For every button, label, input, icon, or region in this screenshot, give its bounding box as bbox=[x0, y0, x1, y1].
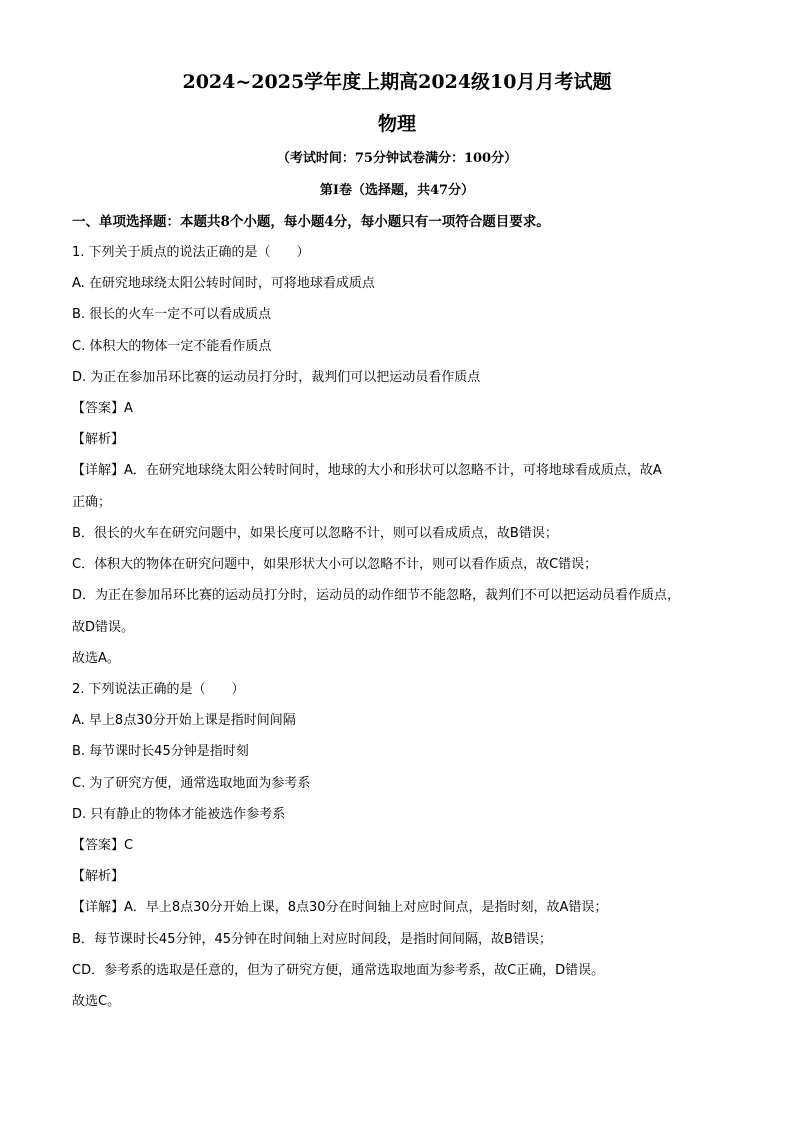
question-1-conclusion: 故选A。 bbox=[72, 651, 120, 666]
question-1-answer: 【答案】A bbox=[72, 401, 133, 416]
question-2-option-d: D. 只有静止的物体才能被选作参考系 bbox=[72, 807, 286, 822]
question-2-stem: 2. 下列说法正确的是（ ） bbox=[72, 682, 245, 697]
question-2-answer: 【答案】C bbox=[72, 838, 134, 853]
question-1-option-d: D. 为正在参加吊环比赛的运动员打分时，裁判们可以把运动员看作质点 bbox=[72, 370, 481, 385]
question-2-detail-line: 【详解】A．早上8点30分开始上课，8点30分在时间轴上对应时间点，是指时刻，故A错误； bbox=[72, 900, 608, 915]
question-2-option-a: A. 早上8点30分开始上课是指时间间隔 bbox=[72, 713, 296, 728]
question-1-detail-line: 【详解】A．在研究地球绕太阳公转时间时，地球的大小和形状可以忽略不计，可将地球看成质点，故A bbox=[72, 463, 662, 478]
question-1-detail-line: B．很长的火车在研究问题中，如果长度可以忽略不计，则可以看成质点，故B错误； bbox=[72, 526, 558, 541]
question-1-detail-line: 正确； bbox=[72, 495, 112, 510]
question-1-detail-line: 故D错误。 bbox=[72, 620, 135, 635]
question-2-detail-line: CD．参考系的选取是任意的，但为了研究方便，通常选取地面为参考系，故C正确，D错误。 bbox=[72, 963, 605, 978]
exam-title: 2024~2025学年度上期高2024级10月月考试题 bbox=[182, 71, 612, 93]
question-1-detail-line: C．体积大的物体在研究问题中，如果形状大小可以忽略不计，则可以看作质点，故C错误； bbox=[72, 557, 598, 572]
subject-title: 物理 bbox=[377, 113, 416, 135]
question-1-analysis-label: 【解析】 bbox=[72, 432, 125, 447]
question-2-option-b: B. 每节课时长45分钟是指时刻 bbox=[72, 744, 249, 759]
question-1-stem: 1. 下列关于质点的说法正确的是（ ） bbox=[72, 245, 310, 260]
question-2-detail-line: B．每节课时长45分钟，45分钟在时间轴上对应时间段，是指时间间隔，故B错误； bbox=[72, 932, 552, 947]
question-1-option-c: C. 体积大的物体一定不能看作质点 bbox=[72, 339, 272, 354]
question-2-option-c: C. 为了研究方便，通常选取地面为参考系 bbox=[72, 776, 311, 791]
question-1-option-a: A. 在研究地球绕太阳公转时间时，可将地球看成质点 bbox=[72, 276, 375, 291]
part-title: 第I卷（选择题，共47分） bbox=[319, 183, 475, 198]
question-1-option-b: B. 很长的火车一定不可以看成质点 bbox=[72, 307, 272, 322]
question-2-analysis-label: 【解析】 bbox=[72, 869, 125, 884]
section-heading: 一、单项选择题：本题共8个小题，每小题4分，每小题只有一项符合题目要求。 bbox=[72, 214, 550, 230]
exam-info: （考试时间：75分钟试卷满分：100分） bbox=[276, 151, 518, 166]
question-2-conclusion: 故选C。 bbox=[72, 994, 121, 1009]
question-1-detail-line: D．为正在参加吊环比赛的运动员打分时，运动员的动作细节不能忽略，裁判们不可以把运动员看作质点， bbox=[72, 588, 681, 603]
